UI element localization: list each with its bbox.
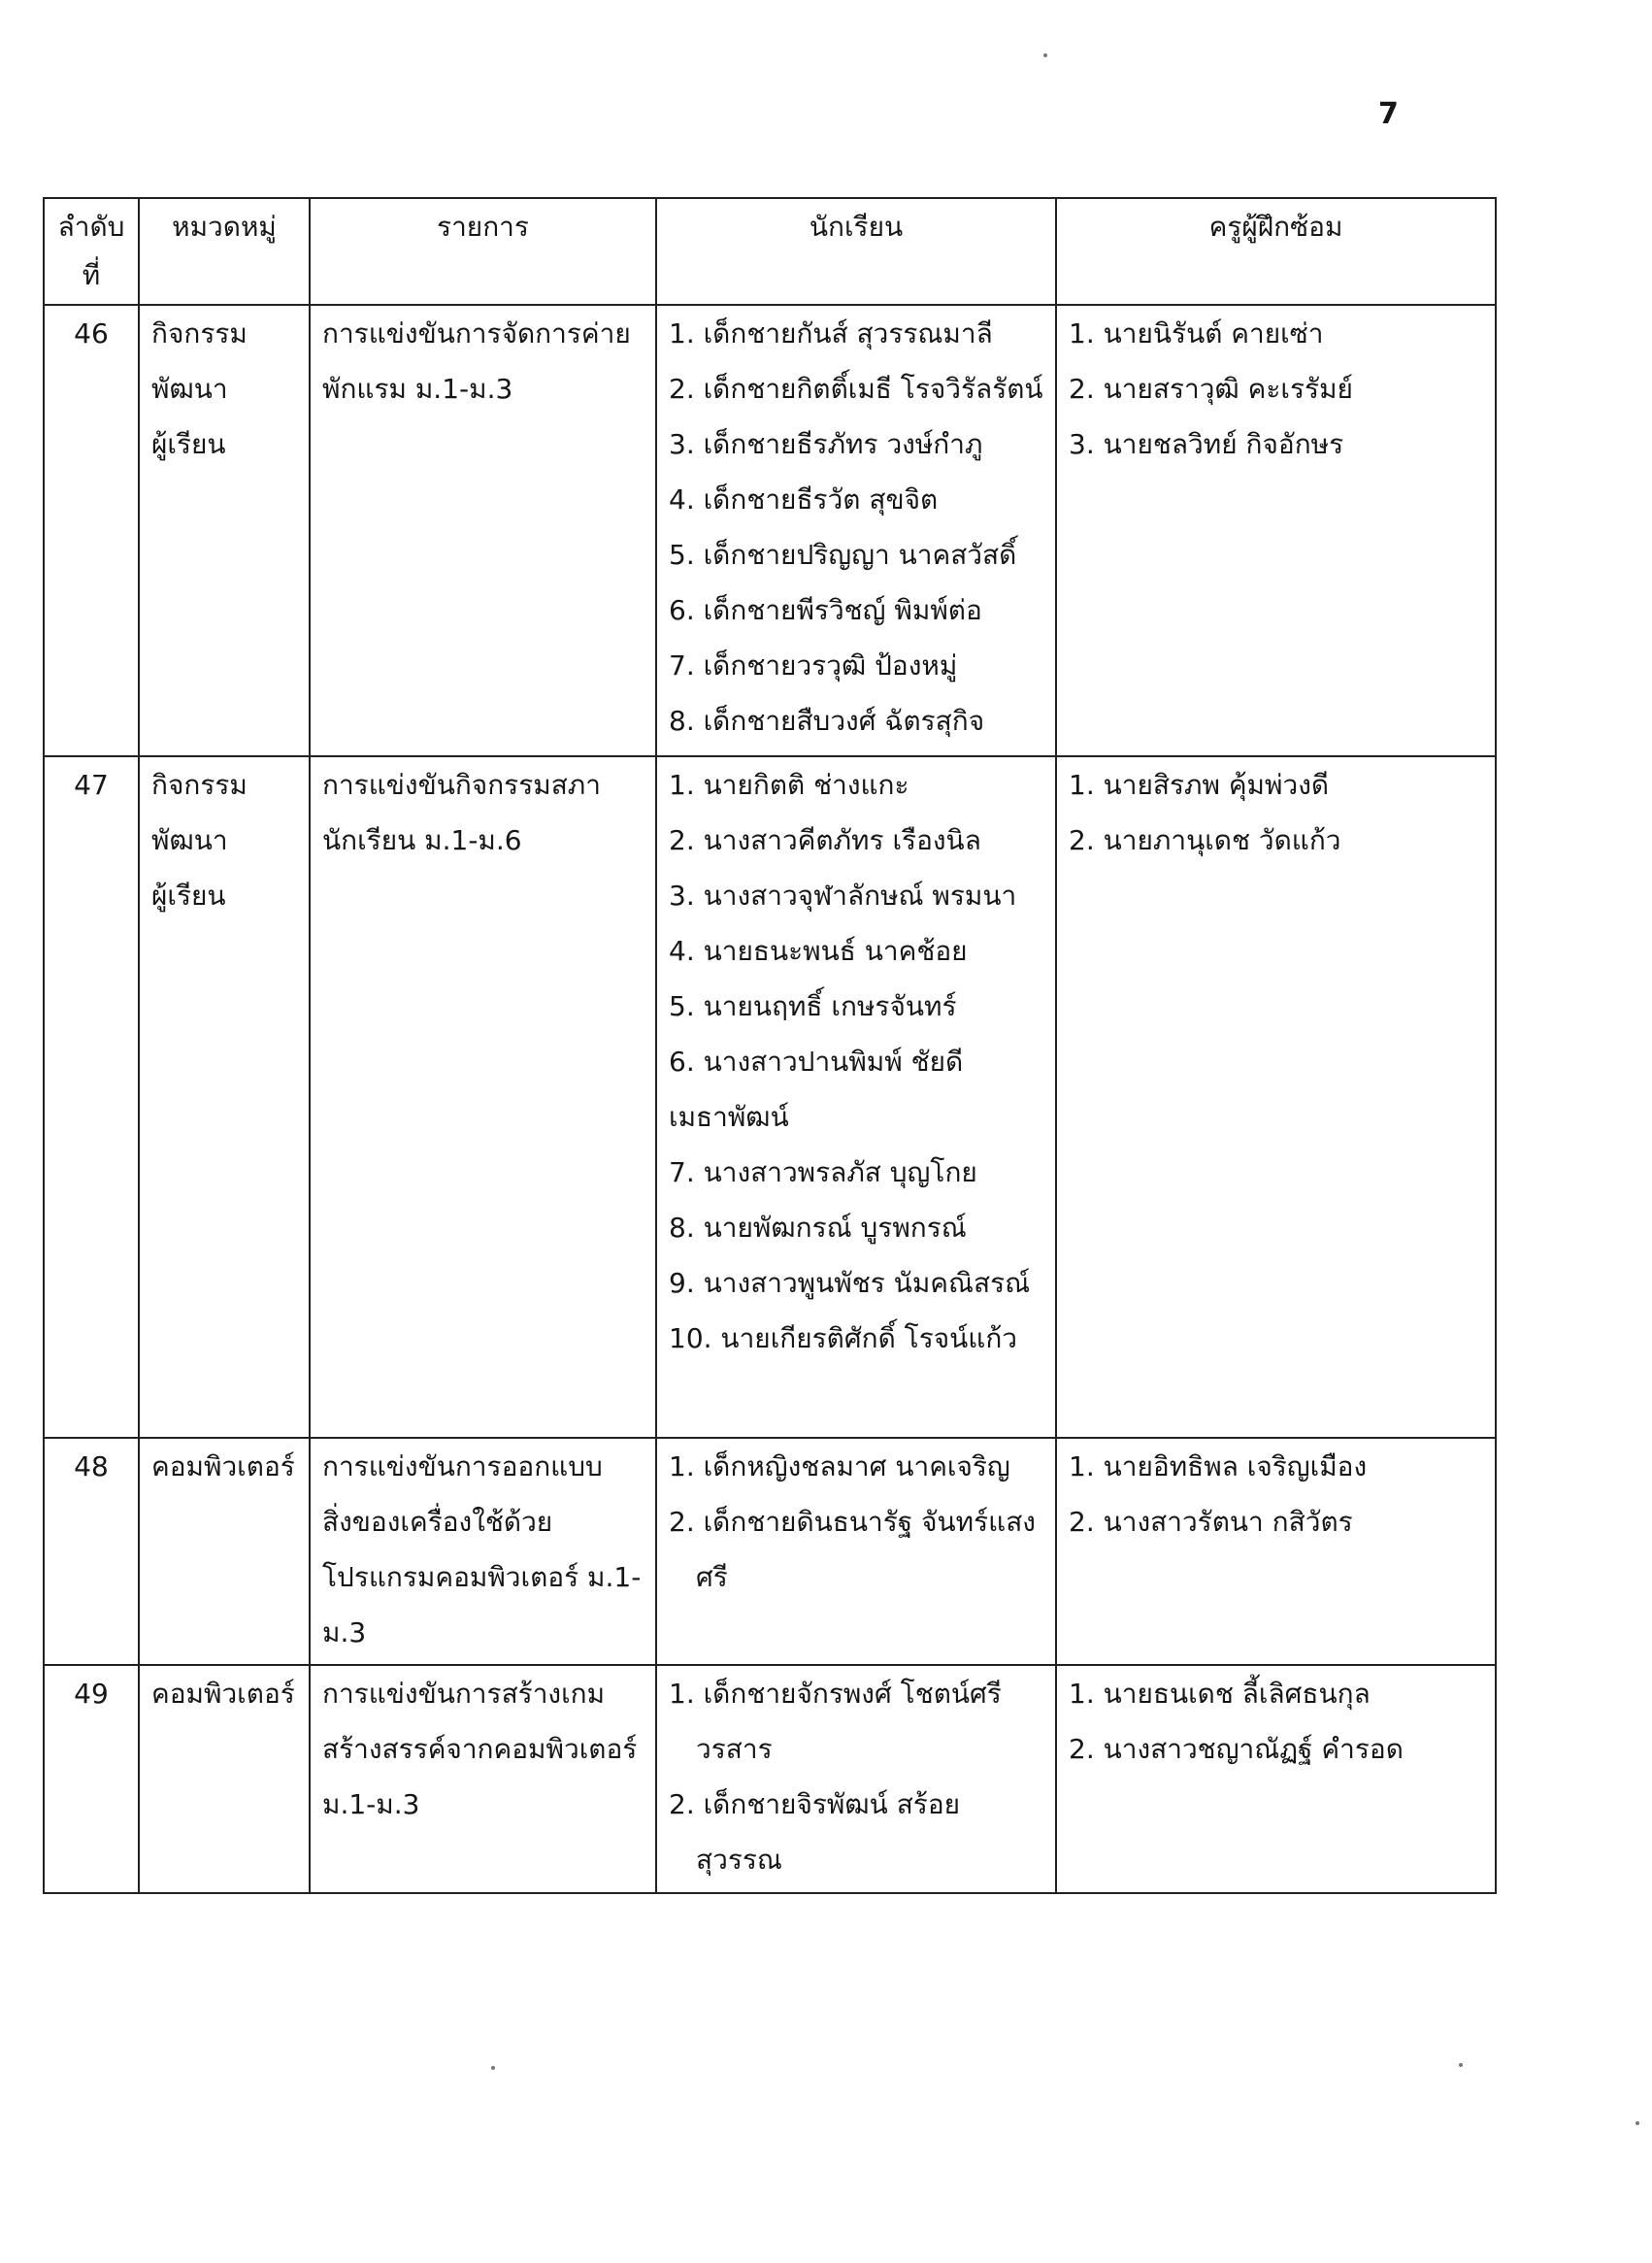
student-name: 8. นายพัฒกรณ์ บูรพกรณ์	[669, 1212, 967, 1244]
teacher-name: 2. นายสราวุฒิ คะเรรัมย์	[1069, 373, 1353, 405]
teacher-name: 2. นางสาวชญาณัฏฐ์ คำรอด	[1069, 1733, 1404, 1765]
header-row	[44, 198, 1496, 305]
teacher-name: 1. นายนิรันต์ คายเซ่า	[1069, 317, 1324, 349]
student-name: 3. นางสาวจุฬาลักษณ์ พรมนา	[669, 880, 1017, 912]
student-name: 9. นางสาวพูนพัชร นัมคณิสรณ์	[669, 1267, 1031, 1299]
table-row	[44, 756, 1496, 1438]
student-name-continued: ศรี	[696, 1561, 728, 1593]
teacher-name: 2. นางสาวรัตนา กสิวัตร	[1069, 1506, 1353, 1538]
category-cell: กิจกรรม พัฒนา ผู้เรียน	[139, 305, 310, 756]
header-category: หมวดหมู่	[139, 198, 310, 305]
teacher-name: 1. นายสิรภพ คุ้มพ่วงดี	[1069, 769, 1330, 801]
student-name: 2. เด็กชายกิตติ์เมธี โรจวิรัลรัตน์	[669, 373, 1043, 405]
table-row	[44, 305, 1496, 756]
competition-table	[43, 197, 1497, 1894]
student-name-continued: วรสาร	[696, 1733, 773, 1765]
students-cell	[656, 1665, 1056, 1893]
table-row	[44, 1665, 1496, 1893]
student-name: 2. เด็กชายดินธนารัฐ จันทร์แสง	[669, 1506, 1036, 1538]
page-number: 7	[1378, 97, 1399, 131]
student-name: 7. เด็กชายวรวุฒิ ป้องหมู่	[669, 649, 958, 682]
student-name: 3. เด็กชายธีรภัทร วงษ์กำภู	[669, 428, 983, 460]
row-number: 46	[44, 305, 139, 756]
teachers-cell	[1056, 756, 1496, 1438]
student-name-continued: สุวรรณ	[696, 1844, 782, 1876]
teacher-name: 2. นายภานุเดช วัดแก้ว	[1069, 824, 1341, 856]
teacher-name: 1. นายอิทธิพล เจริญเมือง	[1069, 1450, 1368, 1482]
student-name: 10. นายเกียรติศักดิ์ โรจน์แก้ว	[669, 1322, 1018, 1354]
item-cell: การแข่งขันการสร้างเกม สร้างสรรค์จากคอมพิวเตอร์ ม.1-ม.3	[310, 1665, 656, 1893]
students-cell	[656, 1438, 1056, 1665]
student-name: 4. นายธนะพนธ์ นาคช้อย	[669, 935, 968, 967]
scan-speck	[491, 2066, 495, 2070]
student-name: 1. เด็กชายกันส์ สุวรรณมาลี	[669, 317, 993, 349]
student-name: 2. เด็กชายจิรพัฒน์ สร้อย	[669, 1788, 961, 1820]
teacher-name: 1. นายธนเดช ลี้เลิศธนกุล	[1069, 1678, 1371, 1710]
student-name: 7. นางสาวพรลภัส บุญโกย	[669, 1156, 977, 1188]
item-cell: การแข่งขันการจัดการค่าย พักแรม ม.1-ม.3	[310, 305, 656, 756]
teachers-cell	[1056, 305, 1496, 756]
student-name: 6. นางสาวปานพิมพ์ ชัยดี	[669, 1046, 964, 1078]
header-teachers: ครูผู้ฝึกซ้อม	[1056, 198, 1496, 305]
item-cell: การแข่งขันกิจกรรมสภา นักเรียน ม.1-ม.6	[310, 756, 656, 1438]
table-row	[44, 1438, 1496, 1665]
item-cell: การแข่งขันการออกแบบ สิ่งของเครื่องใช้ด้วย โปรแกรมคอมพิวเตอร์ ม.1- ม.3	[310, 1438, 656, 1665]
teachers-cell	[1056, 1438, 1496, 1665]
student-name: 5. เด็กชายปริญญา นาคสวัสดิ์	[669, 539, 1017, 571]
students-cell	[656, 305, 1056, 756]
student-name: 4. เด็กชายธีรวัต สุขจิต	[669, 483, 939, 516]
category-cell: กิจกรรม พัฒนา ผู้เรียน	[139, 756, 310, 1438]
teacher-name: 3. นายชลวิทย์ กิจอักษร	[1069, 428, 1344, 460]
header-students: นักเรียน	[656, 198, 1056, 305]
category-cell: คอมพิวเตอร์	[139, 1665, 310, 1893]
student-name: 1. นายกิตติ ช่างแกะ	[669, 769, 909, 801]
header-item: รายการ	[310, 198, 656, 305]
student-name: 6. เด็กชายพีรวิชญ์ พิมพ์ต่อ	[669, 594, 982, 626]
header-no: ลำดับ ที่	[44, 198, 139, 305]
student-name: 8. เด็กชายสืบวงศ์ ฉัตรสุกิจ	[669, 705, 985, 737]
scan-speck	[1043, 53, 1047, 57]
teachers-cell	[1056, 1665, 1496, 1893]
row-number: 49	[44, 1665, 139, 1893]
student-name: 1. เด็กชายจักรพงศ์ โชตน์ศรี	[669, 1678, 1002, 1710]
row-number: 47	[44, 756, 139, 1438]
student-name: 5. นายนฤทธิ์ เกษรจันทร์	[669, 990, 957, 1022]
student-name: 1. เด็กหญิงชลมาศ นาคเจริญ	[669, 1450, 1010, 1482]
scan-speck	[1635, 2121, 1639, 2125]
category-cell: คอมพิวเตอร์	[139, 1438, 310, 1665]
scan-speck	[1459, 2063, 1463, 2067]
student-name: 2. นางสาวคีตภัทร เรืองนิล	[669, 824, 981, 856]
row-number: 48	[44, 1438, 139, 1665]
student-name-continued: เมธาพัฒน์	[669, 1101, 789, 1133]
students-cell	[656, 756, 1056, 1438]
